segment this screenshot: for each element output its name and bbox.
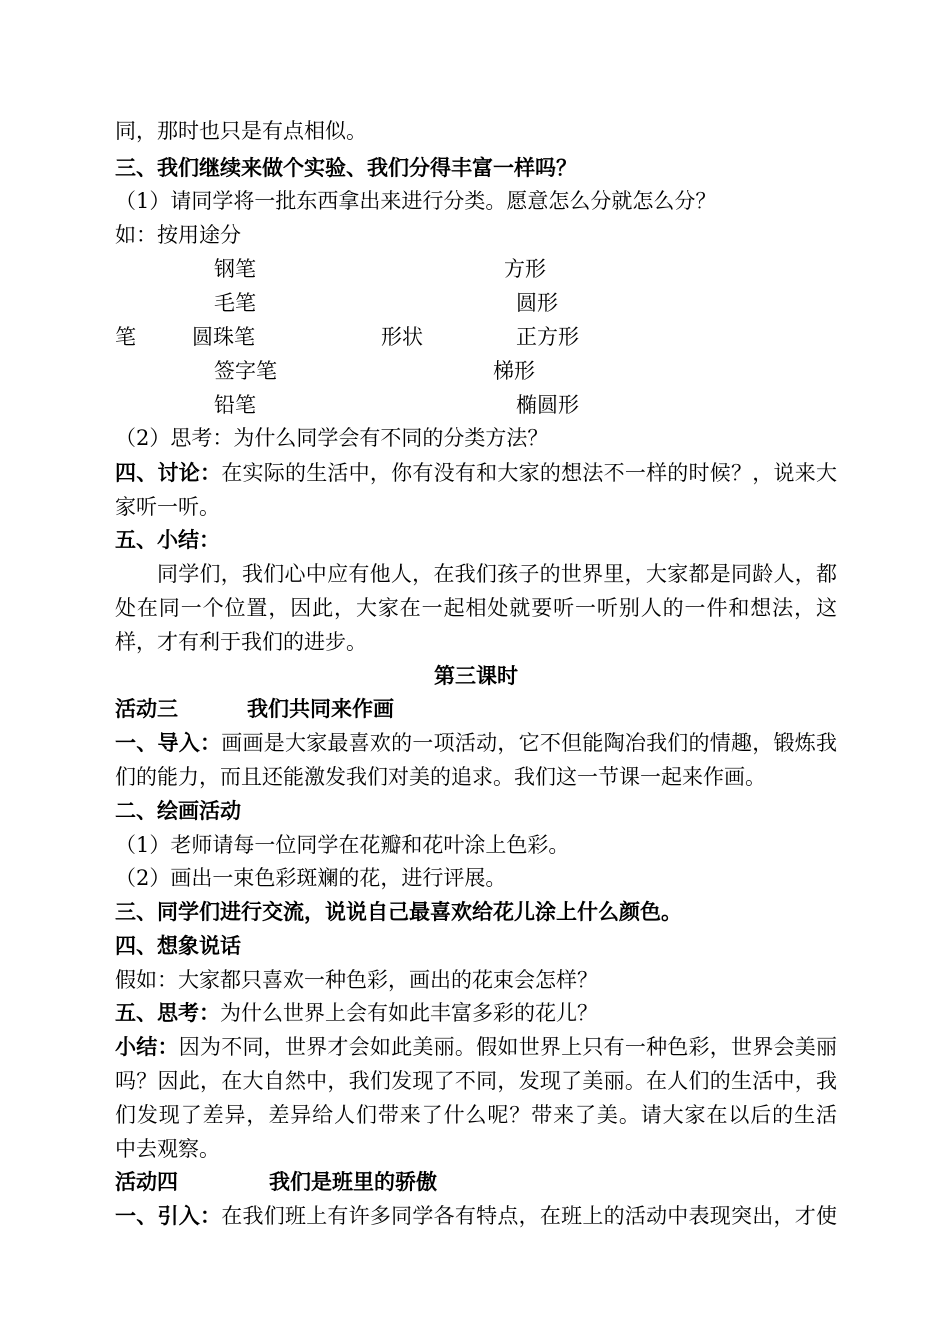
paragraph-text: 画画是大家最喜欢的一项活动，它不但能陶冶我们的情趣，锻炼我 <box>221 731 838 755</box>
text-line: 假如：大家都只喜欢一种色彩，画出的花束会怎样？ <box>115 968 598 992</box>
shape-item: 圆形 <box>516 291 558 315</box>
activity-label: 活动三 <box>115 696 178 721</box>
paragraph-text: 为什么世界上会有如此丰富多彩的花儿？ <box>220 1001 598 1025</box>
section-heading: 三、我们继续来做个实验、我们分得丰富一样吗？ <box>115 155 577 180</box>
shape-item: 梯形 <box>493 359 535 383</box>
pen-item: 圆珠笔 <box>192 325 255 349</box>
shape-item: 椭圆形 <box>516 393 579 417</box>
inline-heading: 五、思考： <box>115 1000 220 1025</box>
inline-heading: 一、引入： <box>115 1203 222 1228</box>
text-line: 们的能力，而且还能激发我们对美的追求。我们这一节课一起来作画。 <box>115 765 766 789</box>
category-root: 笔 <box>115 325 136 349</box>
paragraph-line <box>115 996 598 1030</box>
activity-label: 活动四 <box>115 1169 178 1194</box>
paragraph-line: 们发现了差异，差异给人们带来了什么呢？带来了美。请大家在以后的生活 <box>115 1103 837 1127</box>
text-line: 中去观察。 <box>115 1137 220 1161</box>
paragraph-line: 同学们，我们心中应有他人，在我们孩子的世界里，大家都是同龄人，都 <box>157 562 837 586</box>
paragraph-text: 因为不同，世界才会如此美丽。假如世界上只有一种色彩，世界会美丽 <box>178 1035 838 1059</box>
paragraph-line <box>115 1030 837 1064</box>
text-line: （1）请同学将一批东西拿出来进行分类。愿意怎么分就怎么分？ <box>115 189 717 213</box>
section-heading: 三、同学们进行交流，说说自己最喜欢给花儿涂上什么颜色。 <box>115 899 682 924</box>
shape-item: 正方形 <box>516 325 579 349</box>
paragraph-line <box>115 726 837 760</box>
activity-title: 我们是班里的骄傲 <box>269 1169 437 1194</box>
activity-title: 我们共同来作画 <box>247 696 394 721</box>
paragraph-line <box>115 456 837 490</box>
pen-item: 钢笔 <box>214 257 256 281</box>
text-line: 同，那时也只是有点相似。 <box>115 119 367 143</box>
pen-item: 铅笔 <box>214 393 256 417</box>
paragraph-text: 在实际的生活中，你有没有和大家的想法不一样的时候？，说来大 <box>221 461 838 485</box>
paragraph-line: 处在同一个位置，因此，大家在一起相处就要听一听别人的一件和想法，这 <box>115 596 837 620</box>
text-line: 样，才有利于我们的进步。 <box>115 630 367 654</box>
paragraph-line <box>115 1199 837 1233</box>
paragraph-text: 在我们班上有许多同学各有特点，在班上的活动中表现突出，才使 <box>221 1204 838 1228</box>
section-heading: 四、想象说话 <box>115 933 241 958</box>
text-line: 家听一听。 <box>115 495 220 519</box>
inline-heading: 小结： <box>115 1034 179 1059</box>
section-heading: 五、小结： <box>115 527 220 552</box>
lesson-title: 第三课时 <box>434 663 518 688</box>
pen-item: 签字笔 <box>214 359 277 383</box>
paragraph-line: 吗？因此，在大自然中，我们发现了不同，发现了美丽。在人们的生活中，我 <box>115 1069 837 1093</box>
text-line: （1）老师请每一位同学在花瓣和花叶涂上色彩。 <box>115 833 570 857</box>
text-line: （2）画出一束色彩斑斓的花，进行评展。 <box>115 866 507 890</box>
category-middle: 形状 <box>381 325 423 349</box>
inline-heading: 一、导入： <box>115 730 222 755</box>
section-heading: 二、绘画活动 <box>115 798 241 823</box>
text-line: 如：按用途分 <box>115 223 241 247</box>
inline-heading: 四、讨论： <box>115 460 222 485</box>
text-line: （2）思考：为什么同学会有不同的分类方法？ <box>115 426 549 450</box>
pen-item: 毛笔 <box>214 291 256 315</box>
shape-item: 方形 <box>504 257 546 281</box>
